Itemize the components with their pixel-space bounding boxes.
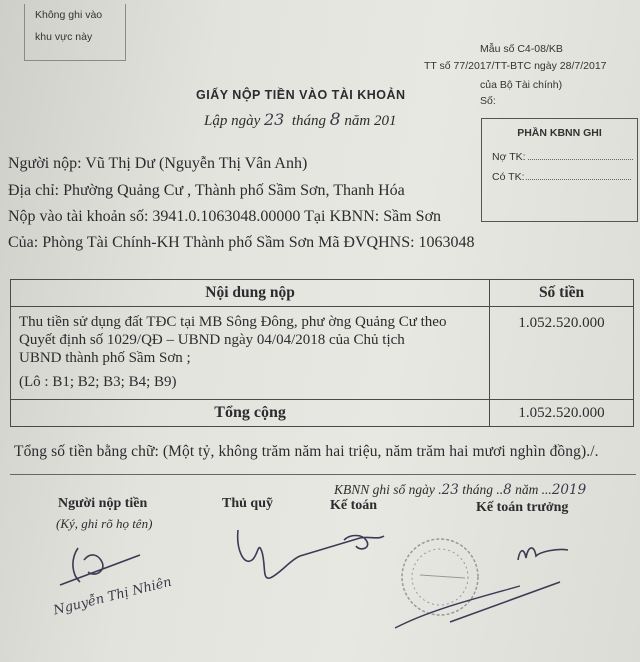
sig-payer-label: Người nộp tiền bbox=[58, 496, 148, 511]
kbnn-record-month: 8 bbox=[503, 482, 512, 498]
accountant-signature bbox=[300, 536, 384, 557]
col-header-content: Nội dung nộp bbox=[11, 280, 490, 307]
page-title: GIẤY NỘP TIỀN VÀO TÀI KHOẢN bbox=[196, 88, 406, 102]
col-header-amount: Số tiền bbox=[490, 280, 634, 307]
treasurer-signature bbox=[238, 530, 300, 578]
circular-ref: TT số 77/2017/TT-BTC ngày 28/7/2017 bbox=[424, 60, 607, 72]
kbnn-record-day: 23 bbox=[441, 482, 459, 498]
date-month: 8 bbox=[329, 110, 341, 130]
sig-chief-accountant-label: Kế toán trưởng bbox=[476, 500, 569, 515]
total-label: Tổng cộng bbox=[11, 400, 490, 427]
handwritten-name: Nguyễn Thị Nhiên bbox=[52, 574, 174, 619]
payer-signature bbox=[60, 548, 140, 585]
unit-line: Của: Phòng Tài Chính-KH Thành phố Sầm Sơn Mã ĐVQHNS: 1063048 bbox=[8, 234, 475, 251]
kbnn-record-label1: KBNN ghi sổ ngày . bbox=[334, 482, 442, 497]
total-amount: 1.052.520.000 bbox=[490, 400, 634, 427]
no-write-line1: Không ghi vào bbox=[35, 9, 103, 21]
date-label-lap: Lập ngày bbox=[204, 113, 261, 129]
date-day: 23 bbox=[264, 110, 285, 129]
number-label: Số: bbox=[480, 95, 496, 107]
stamp-overline bbox=[395, 586, 520, 628]
address-line: Địa chỉ: Phường Quảng Cư , Thành phố Sầm Sơn, Thanh Hóa bbox=[8, 182, 405, 199]
sig-payer-note: (Ký, ghi rõ họ tên) bbox=[56, 516, 153, 531]
content-line2: Quyết định số 1029/QĐ – UBND ngày 04/04/2018 của Chủ tịch bbox=[19, 332, 405, 348]
ministry-ref: của Bộ Tài chính) bbox=[480, 79, 563, 91]
account-line: Nộp vào tài khoản số: 3941.0.1063048.00000 Tại KBNN: Sầm Sơn bbox=[8, 208, 442, 225]
official-stamp bbox=[402, 539, 478, 615]
payer-line: Người nộp: Vũ Thị Dư (Nguyễn Thị Vân Anh) bbox=[8, 155, 308, 172]
kbnn-record-label3: năm ... bbox=[515, 482, 552, 497]
kbnn-debit-label: Nợ TK: bbox=[492, 151, 526, 163]
kbnn-box-title: PHẦN KBNN GHI bbox=[517, 127, 602, 139]
date-label-thang: tháng bbox=[291, 113, 327, 129]
content-line4: (Lô : B1; B2; B3; B4; B9) bbox=[19, 374, 177, 390]
kbnn-record-label2: tháng .. bbox=[462, 482, 504, 497]
content-line1: Thu tiền sử dụng đất TĐC tại MB Sông Đông, phư ờng Quảng Cư theo bbox=[19, 314, 447, 330]
sig-treasurer-label: Thủ quỹ bbox=[222, 496, 273, 511]
sig-accountant-label: Kế toán bbox=[330, 498, 378, 513]
kbnn-record-year: 2019 bbox=[551, 482, 587, 498]
chief-accountant-signature bbox=[450, 548, 568, 622]
form-code: Mẫu số C4-08/KB bbox=[480, 43, 563, 55]
content-line3: UBND thành phố Sầm Sơn ; bbox=[19, 350, 191, 366]
kbnn-credit-label: Có TK: bbox=[492, 171, 525, 183]
no-write-line2: khu vực này bbox=[35, 31, 93, 43]
amount-cell: 1.052.520.000 bbox=[490, 307, 634, 400]
amount-in-words: Tổng số tiền bằng chữ: (Một tỷ, không trăm năm hai triệu, năm trăm hai mươi nghìn đồng)./. bbox=[14, 443, 599, 460]
date-label-nam: năm 201 bbox=[344, 113, 397, 129]
